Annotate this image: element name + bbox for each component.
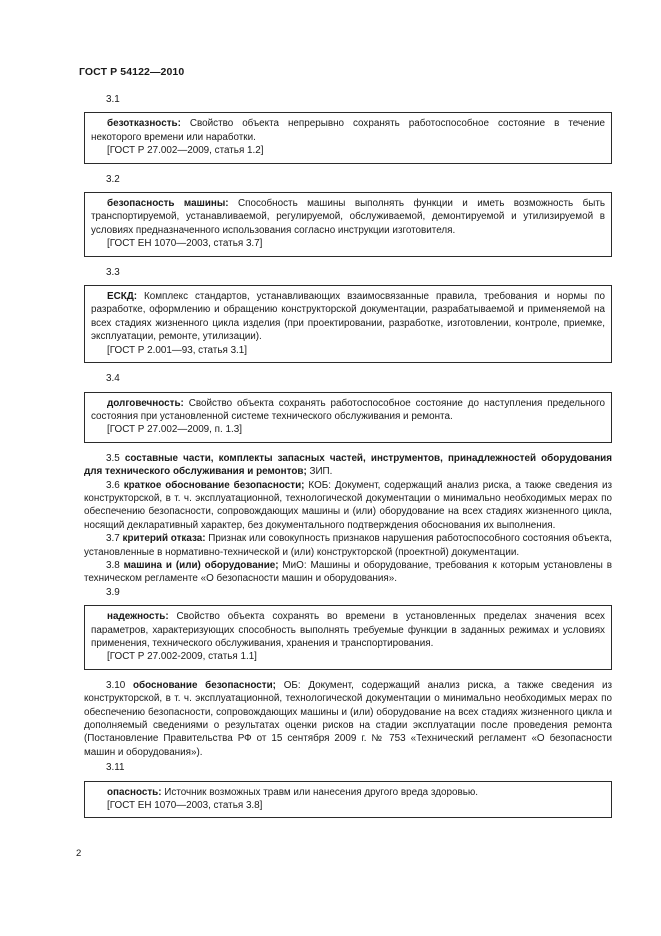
clause-box-3-11	[84, 781, 612, 819]
clause-reference: [ГОСТ Р 27.002—2009, статья 1.2]	[107, 145, 264, 157]
clause-term: опасность:	[107, 786, 162, 798]
clause-definition: Способность машины выполнять функции и иметь возможность быть транспортируемой, устанавливаемой, регулируемой, обслуживаемой, демонтируемой и утилизируемой в условиях предназначенного использования согласно инструкции изготовителя.	[91, 198, 605, 236]
page-header: ГОСТ Р 54122—2010	[79, 66, 185, 78]
clause-number: 3.9	[106, 586, 120, 598]
clause-number: 3.6	[106, 479, 120, 491]
clause-text	[91, 197, 605, 237]
clause-3-10	[84, 679, 612, 759]
clause-number: 3.11	[106, 762, 125, 774]
clause-reference: [ГОСТ ЕН 1070—2003, статья 3.7]	[107, 238, 263, 250]
clause-reference: [ГОСТ Р 2.001—93, статья 3.1]	[107, 344, 248, 356]
clause-text	[91, 290, 605, 344]
document-body	[84, 93, 612, 827]
clause-definition: Свойство объекта непрерывно сохранять работоспособное состояние в течение некоторого времени или наработки.	[91, 118, 605, 143]
clause-3-8	[84, 559, 612, 586]
clause-reference: [ГОСТ Р 27.002—2009, п. 1.3]	[107, 424, 242, 436]
clause-3-5	[84, 452, 612, 479]
clause-term: безотказность:	[107, 118, 181, 130]
page-number: 2	[76, 848, 82, 859]
clause-reference: [ГОСТ Р 27.002-2009, статья 1.1]	[107, 651, 257, 663]
clause-definition: Признак или совокупность признаков нарушения работоспособного состояния объекта, установленные в нормативно-технической и (или) конструкторской (проектной) документации.	[84, 533, 612, 558]
clause-box-3-3	[84, 285, 612, 363]
clause-term: машина и (или) оборудование;	[123, 559, 279, 571]
clause-box-3-4	[84, 392, 612, 443]
clause-3-6	[84, 479, 612, 533]
clause-number: 3.8	[106, 559, 120, 571]
clause-number: 3.4	[106, 373, 120, 385]
clause-number: 3.10	[106, 679, 126, 691]
clause-number: 3.7	[106, 533, 120, 545]
clause-definition: МиО: Машины и оборудование, требования к которым установлены в техническом регламенте «О безопасности машин и оборудования».	[84, 559, 613, 585]
clause-text	[91, 397, 605, 424]
clause-term: обоснование безопасности;	[132, 679, 276, 691]
clause-text	[91, 610, 605, 650]
clause-definition: Свойство объекта сохранять во времени в установленных пределах значения всех параметров, характеризующих способность выполнять требуемые функции в заданных режимах и условиях применения, технического обслуживания, хранения и транспортирования.	[91, 611, 605, 649]
clause-text	[91, 786, 605, 799]
clause-3-7	[84, 532, 612, 559]
clause-definition: ЗИП.	[306, 466, 333, 478]
clause-term: критерий отказа:	[122, 533, 206, 545]
clause-text	[91, 117, 605, 144]
clause-number: 3.2	[106, 173, 120, 185]
clause-term: долговечность:	[107, 397, 184, 409]
clause-term: надежность:	[107, 611, 169, 623]
clause-definition: КОБ: Документ, содержащий анализ риска, а также сведения из конструкторской, в т. ч. эксплуатационной, технологической документации о минимально необходимых мерах по обеспечению безопасности, сопровождающих машины и (или) оборудование на всех стадиях жизненного цикла, носящий декларативный характер, без документального подтверждения обоснования их выполнения.	[84, 479, 612, 531]
clause-reference: [ГОСТ ЕН 1070—2003, статья 3.8]	[107, 800, 263, 812]
clause-number: 3.5	[106, 452, 120, 464]
clause-number: 3.3	[106, 266, 120, 278]
clause-definition: ОБ: Документ, содержащий анализ риска, а также сведения из конструкторской, в т. ч. эксплуатационной, технологической документации о минимально необходимых мерах по обеспечению безопасности, сопровождающих машины и (или) оборудование на всех стадиях жизненного цикла и дополняемый сведениями о результатах оценки рисков на стадии эксплуатации после проведения ремонта (Постановление Правительства РФ от 15 сентября 2009 г. № 753 «Технический регламент «О безопасности машин и оборудования»).	[84, 679, 612, 758]
clause-box-3-2	[84, 192, 612, 257]
clause-number: 3.1	[106, 94, 120, 105]
clause-term: безопасность машины:	[107, 198, 229, 210]
clause-box-3-9	[84, 605, 612, 670]
clause-term: составные части, комплекты запасных частей, инструментов, принадлежностей оборудования для технического обслуживания и ремонтов;	[84, 452, 612, 478]
clause-box-3-1	[84, 112, 612, 163]
clause-definition: Источник возможных травм или нанесения другого вреда здоровью.	[161, 786, 479, 798]
clause-term: краткое обоснование безопасности;	[123, 479, 305, 491]
clause-term: ЕСКД:	[107, 291, 138, 303]
clause-definition: Свойство объекта сохранять работоспособное состояние до наступления предельного состояния при установленной системе технического обслуживания и ремонта.	[91, 397, 605, 422]
clause-definition: Комплекс стандартов, устанавливающих взаимосвязанные правила, требования и нормы по разработке, оформлению и обращению конструкторской документации, разрабатываемой и применяемой на всех стадиях жизненного цикла изделия (при проектировании, разработке, изготовлении, контроле, приемке, эксплуатации, ремонте, утилизации).	[91, 291, 605, 343]
